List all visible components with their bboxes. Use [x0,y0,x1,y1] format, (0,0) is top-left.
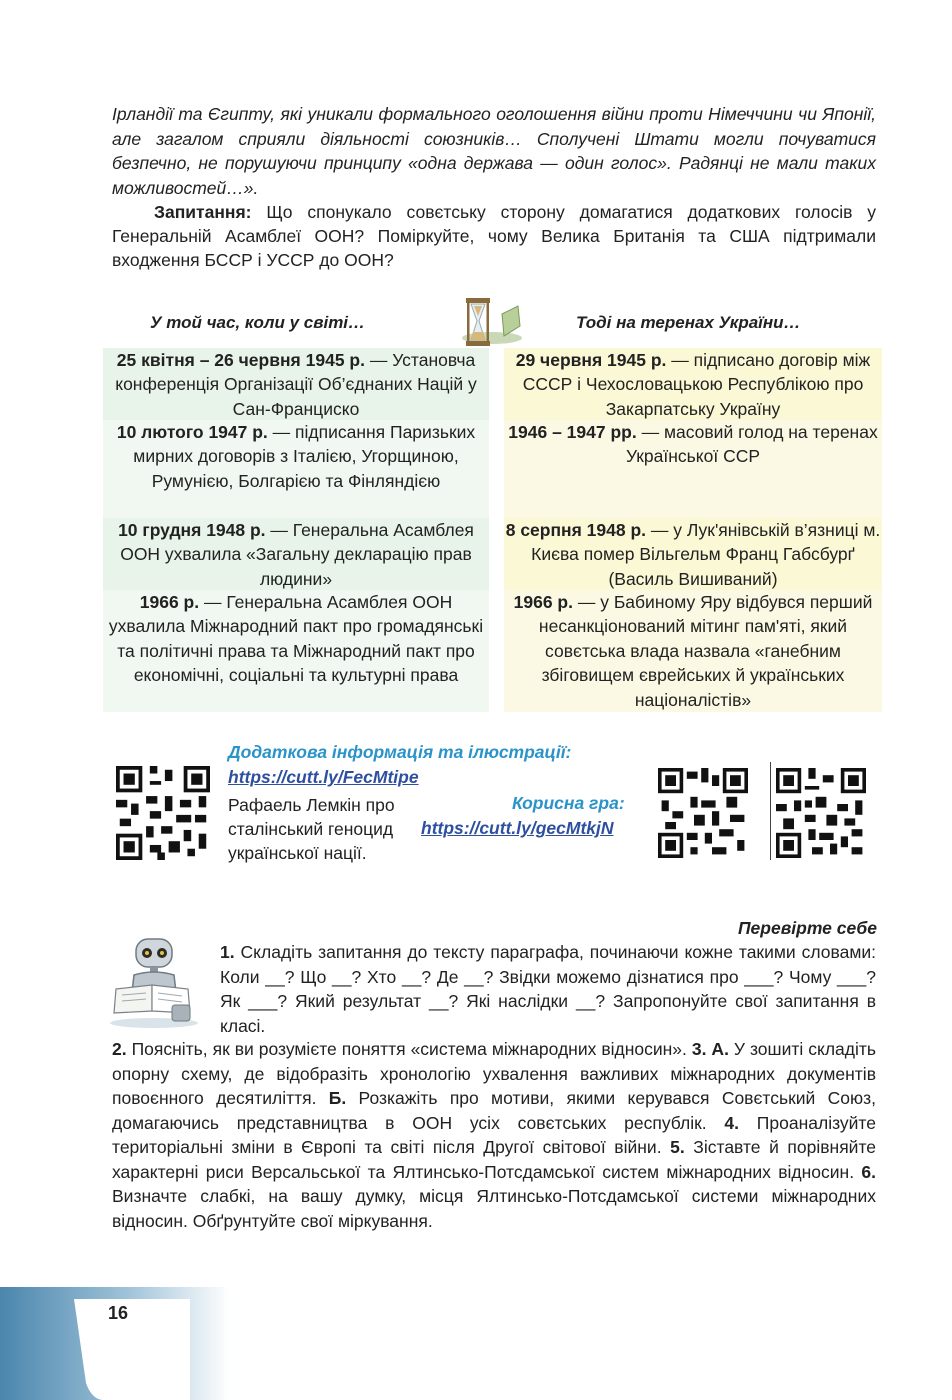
question-label: Запитання: [154,202,252,222]
timeline-right-item [504,590,882,712]
divider [770,762,771,860]
task-number: Б. [328,1088,347,1108]
task-text: Зіставте й порівняйте характерні риси Версальської та Ялтинсько-Потсдамської систем міжнародних відносин. [112,1137,877,1182]
task-text: Поясніть, як ви розумієте поняття «система міжнародних відносин». [126,1039,692,1059]
timeline-right-item [504,348,882,420]
event-text: — Генеральна Асамблея ООН ухвалила «Загальну декларацію прав людини» [120,520,474,589]
event-text: — підписано договір між СССР і Чехословацькою Республікою про Закарпатську Україну [522,350,871,419]
game-label: Корисна гра: [512,793,625,813]
event-date: 1966 р. [139,592,200,612]
timeline-left-header: У той час, коли у світі… [150,313,366,332]
question-text: Що спонукало совєтську сторону домагатися додаткових голосів у Генеральній Асамблеї ООН? Поміркуйте, чому Велика Британія та США підтримали входження БССР і УССР до ООН? [112,202,876,270]
extra-info-description: Рафаель Лемкін про сталінський геноцид української нації. [228,795,395,863]
timeline-right-header: Тоді на теренах України… [576,313,801,332]
task-number: 6. [861,1161,876,1182]
event-text: — у Лук'янівській в’язниці м. Києва помер Вільгельм Франц Габсбурґ (Василь Вишиваний) [531,520,881,589]
check-yourself-title: Перевірте себе [737,918,877,938]
event-text: — масовий голод на теренах Української ССР [625,422,878,467]
quote-paragraph: Ірландії та Єгипту, які уникали формального оголошення війни проти Німеччини чи Японії, але загалом сприяли діяльності союзників… Сполучені Штати могли почуватися безпечно, не порушуючи принципу «одна держава — один голос». Радянці не мали таких можливостей…». [112,104,876,198]
extra-info-title: Додаткова інформація та ілюстрації: [228,742,572,762]
qr-code-icon[interactable] [657,768,749,858]
question-paragraph [112,200,876,272]
event-date: 1966 р. [513,592,573,612]
timeline-right-item [504,420,882,518]
hourglass-icon [452,296,524,348]
task-text: У зошиті складіть опорну схему, де відобразіть хронологію ухвалення важливих міжнародних документів повоєнного десятиліття. [112,1039,876,1108]
page-number: 16 [108,1303,129,1323]
qr-code-icon[interactable] [776,768,866,858]
event-text: — у Бабиному Яру відбувся перший несанкціонований мітинг пам'яті, який совєтська влада назвала «ганебним збіговищем єврейських й українських націоналістів» [538,592,873,710]
task-text: Проаналізуйте територіальні зміни в Європі та світі після Другої світової війни. [112,1112,876,1157]
event-text: — Генеральна Асамблея ООН ухвалила Міжнародний пакт про громадянські та політичні права та Міжнародний пакт про економічні, соціальні та культурні права [108,592,484,686]
extra-info-link[interactable]: https://cutt.ly/FecMtipe [228,767,419,787]
timeline-right-item [504,518,882,590]
task-text: Складіть запитання до тексту параграфа, починаючи кожне такими словами: Коли __? Що __? Хто __? Де __? Звідки можемо дізнатися про ___? Чому ___? Як ___? Який результат __? Які наслідки __? Запропонуйте свої запитання в класі. [220,942,876,1036]
event-text: — підписання Паризьких мирних договорів з Італією, Угорщиною, Румунією, Болгарією та Фінляндією [133,422,476,491]
timeline-left-item [103,420,489,518]
task-number: 2. [112,1039,127,1059]
task-number: 4. [724,1112,740,1133]
qr-code-icon[interactable] [116,766,210,860]
task-number: 3. А. [691,1039,729,1059]
reading-robot-icon [108,935,200,1029]
event-text: — Установча конференція Організації Об’єднаних Націй у Сан-Франциско [115,350,477,419]
game-link[interactable]: https://cutt.ly/gecMtkjN [421,818,614,838]
event-date: 10 лютого 1947 р. [116,422,268,442]
task-text: Визначте слабкі, на вашу думку, місця Ялтинсько-Потсдамської системи міжнародних відносин. Обґрунтуйте свої міркування. [112,1186,876,1231]
task-number: 1. [220,942,235,962]
event-date: 1946 – 1947 рр. [508,422,637,442]
event-date: 10 грудня 1948 р. [118,520,266,540]
tasks-paragraph [112,1037,876,1233]
task-text: Розкажіть про мотиви, якими керувався Совєтський Союз, домагаючись представництва в ООН усіх совєтських республік. [112,1088,876,1133]
timeline-left-item [103,518,489,590]
timeline-left-item [103,348,489,420]
task-1 [220,940,876,1038]
event-date: 25 квітня – 26 червня 1945 р. [116,350,365,370]
event-date: 29 червня 1945 р. [515,350,667,370]
task-number: 5. [670,1137,685,1157]
event-date: 8 серпня 1948 р. [505,520,647,540]
timeline-left-item [103,590,489,712]
